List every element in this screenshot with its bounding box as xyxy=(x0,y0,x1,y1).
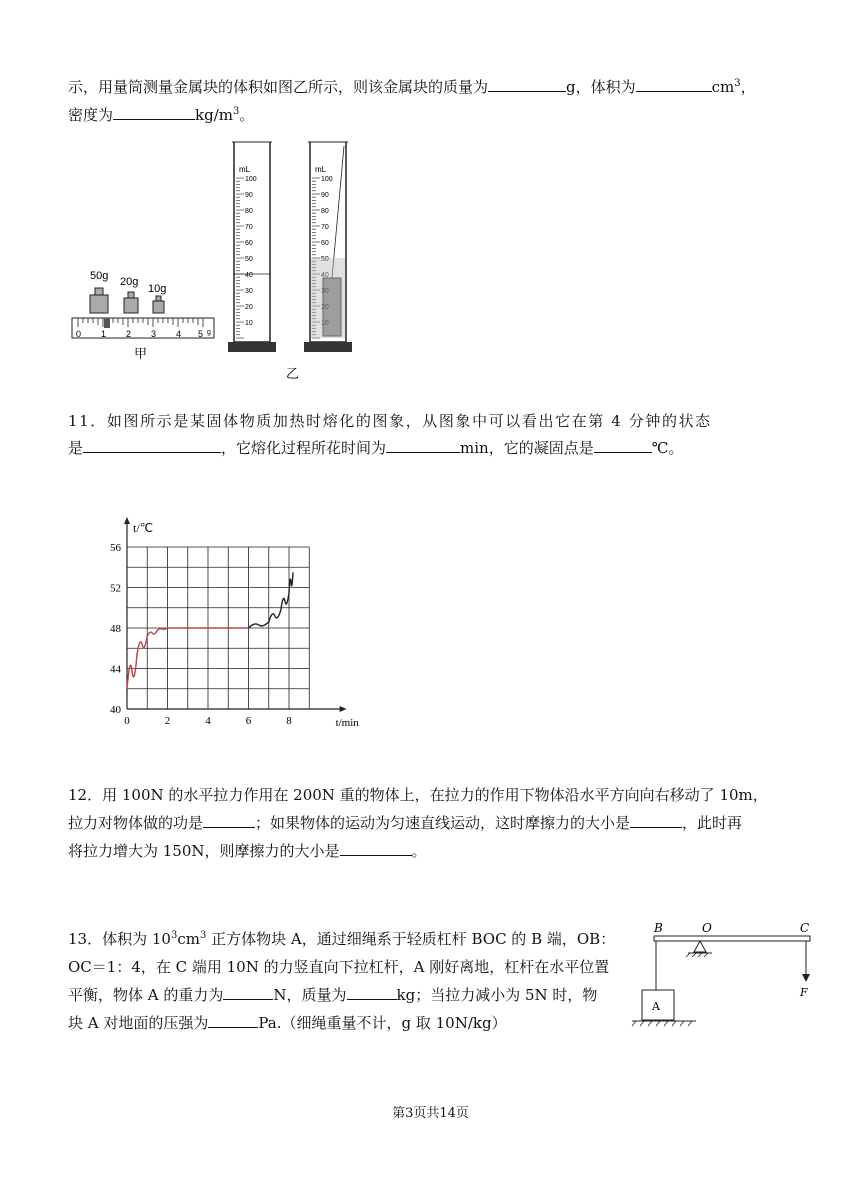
q10-line-1: 示，用量筒测量金属块的体积如图乙所示，则该金属块的质量为 g，体积为 $cm^3$， xyxy=(68,78,756,96)
x-tick-label: 6 xyxy=(245,715,252,727)
cylinder-right xyxy=(304,142,352,352)
svg-text:A: A xyxy=(652,1000,660,1013)
svg-text:20g: 20g xyxy=(120,276,139,288)
chart-axes xyxy=(124,517,347,712)
q12-line-1: 12．用 100N 的水平拉力作用在 200N 重的物体上，在拉力的作用下物体沿水平方向向右移动了 10m， xyxy=(68,786,768,804)
cylinder-tick-label: 20 xyxy=(245,304,253,311)
cylinder-tick-label: 40 xyxy=(321,272,329,279)
svg-text:g: g xyxy=(207,329,211,336)
y-axis-arrow-icon xyxy=(124,517,130,524)
cylinder-tick-label: 40 xyxy=(245,272,253,279)
friction-blank-2[interactable] xyxy=(340,841,412,856)
page-footer: 第3页共14页 xyxy=(392,1106,469,1121)
q13-line-1: 13．体积为 $10^3cm^3$ 正方体物块 A，通过细绳系于轻质杠杆 BOC 的 B 端，OB： xyxy=(68,930,616,948)
x-tick-label: 4 xyxy=(205,715,211,727)
fig-yi-label: 乙 xyxy=(286,367,300,382)
svg-text:3: 3 xyxy=(151,329,157,339)
cylinder-tick-label: 70 xyxy=(321,224,329,231)
cylinder-tick-label: 80 xyxy=(245,208,253,215)
cylinder-tick-label: 20 xyxy=(321,304,329,311)
q11-line-1: 11．如图所示是某固体物质加热时熔化的图象，从图象中可以看出它在第 4 分钟的状态 xyxy=(68,412,712,430)
cylinder-left xyxy=(228,142,276,352)
cylinder-tick-label: 100 xyxy=(245,176,257,183)
freeze-point-blank[interactable] xyxy=(594,438,652,453)
balance-scale-ruler xyxy=(72,318,214,339)
series-line-1 xyxy=(249,572,294,628)
friction-blank-1[interactable] xyxy=(630,813,682,828)
svg-text:50g: 50g xyxy=(90,270,109,282)
svg-text:O: O xyxy=(702,921,712,935)
cylinder-tick-label: 10 xyxy=(321,320,329,327)
cylinder-tick-label: 30 xyxy=(321,288,329,295)
svg-text:0: 0 xyxy=(76,329,82,339)
svg-text:2: 2 xyxy=(126,329,132,339)
cylinder-tick-label: 50 xyxy=(245,256,253,263)
cylinder-tick-label: 90 xyxy=(245,192,253,199)
cylinder-tick-label: 60 xyxy=(321,240,329,247)
q12-line-3: 将拉力增大为 150N，则摩擦力的大小是 。 xyxy=(68,842,427,860)
x-tick-label: 0 xyxy=(124,715,130,727)
q10-figure xyxy=(68,138,368,388)
lever-figure xyxy=(630,918,825,1030)
cylinder-tick-label: 70 xyxy=(245,224,253,231)
cylinder-tick-label: 50 xyxy=(321,256,329,263)
q10-line-2: 密度为 $kg/m^3$。 xyxy=(68,106,255,124)
y-tick-label: 40 xyxy=(110,704,121,716)
svg-text:4: 4 xyxy=(176,329,182,339)
weight-10g-icon xyxy=(153,296,164,313)
svg-text:B: B xyxy=(654,921,663,935)
state-blank[interactable] xyxy=(83,438,221,453)
cylinder-tick-label: 90 xyxy=(321,192,329,199)
weight-50g-icon xyxy=(90,288,108,313)
x-axis-arrow-icon xyxy=(340,706,347,712)
fulcrum-icon xyxy=(694,941,706,952)
svg-text:mL: mL xyxy=(315,165,327,174)
cylinder-tick-label: 100 xyxy=(321,176,333,183)
svg-text:5: 5 xyxy=(198,329,204,339)
rider-icon xyxy=(104,318,110,328)
fig-jia-label: 甲 xyxy=(134,347,148,362)
lever-bar xyxy=(654,936,810,941)
mass-a-blank[interactable] xyxy=(347,985,397,1000)
cylinder-tick-label: 30 xyxy=(245,288,253,295)
cylinder-tick-label: 60 xyxy=(245,240,253,247)
svg-text:C: C xyxy=(800,921,810,935)
weight-20g-icon xyxy=(124,292,138,313)
q13-line-4: 块 A 对地面的压强为 Pa.（细绳重量不计，g 取 10N/kg） xyxy=(68,1014,507,1032)
melt-time-blank[interactable] xyxy=(386,438,460,453)
gravity-blank[interactable] xyxy=(223,985,273,1000)
density-blank[interactable] xyxy=(113,105,195,120)
cylinder-tick-label: 10 xyxy=(245,320,253,327)
y-tick-label: 52 xyxy=(110,582,121,595)
q11-line-2: 是 ，它熔化过程所花时间为 min，它的凝固点是 ℃。 xyxy=(68,439,684,457)
svg-text:mL: mL xyxy=(239,165,251,174)
svg-text:1: 1 xyxy=(101,329,107,339)
chart-lines xyxy=(127,572,293,688)
x-tick-label: 8 xyxy=(286,715,292,727)
volume-blank[interactable] xyxy=(636,77,712,92)
q12-line-2: 拉力对物体做的功是 ；如果物体的运动为匀速直线运动，这时摩擦力的大小是 ，此时再 xyxy=(68,814,743,832)
work-blank[interactable] xyxy=(203,813,255,828)
y-axis-label: t/℃ xyxy=(133,521,154,535)
x-axis-label: t/min xyxy=(335,717,359,729)
cylinder-tick-label: 80 xyxy=(321,208,329,215)
y-tick-label: 56 xyxy=(110,542,121,554)
pressure-blank[interactable] xyxy=(208,1013,258,1028)
x-tick-label: 2 xyxy=(164,715,171,727)
y-tick-label: 48 xyxy=(110,623,121,635)
mass-blank[interactable] xyxy=(488,77,566,92)
q13-line-2: OC＝1：4，在 C 端用 10N 的力竖直向下拉杠杆，A 刚好离地，杠杆在水平位置 xyxy=(68,958,610,976)
y-tick-label: 44 xyxy=(110,663,121,676)
melting-chart xyxy=(100,516,370,731)
svg-text:10g: 10g xyxy=(148,283,167,295)
q13-line-3: 平衡，物体 A 的重力为 N，质量为 kg；当拉力减小为 5N 时，物 xyxy=(68,986,598,1004)
svg-text:F: F xyxy=(800,986,808,999)
liquid-right xyxy=(311,258,345,338)
